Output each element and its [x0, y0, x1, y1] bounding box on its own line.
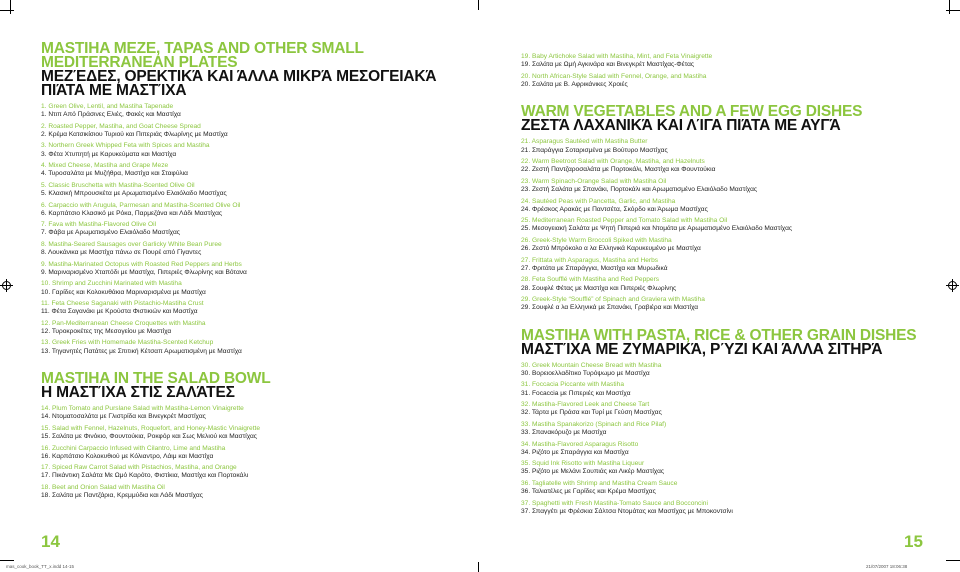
- recipe-title-en: 11. Feta Cheese Saganaki with Pistachio-Mastiha Crust: [41, 300, 204, 308]
- recipe-title-en: 7. Fava with Mastiha-Flavored Olive Oil: [41, 221, 157, 229]
- section-title-en: WARM VEGETABLES AND A FEW EGG DISHES: [521, 103, 863, 121]
- recipe-item: [521, 138, 931, 154]
- recipe-title-gr: 32. Τάρτα με Πράσα και Τυρί με Γεύση Μαστίχας: [521, 409, 662, 417]
- recipe-title-gr: 28. Σουφλέ Φέτας με Μαστίχα και Πιπεριές Φλωρίνης: [521, 284, 677, 292]
- recipe-item: [41, 162, 456, 178]
- recipe-item: [521, 158, 931, 174]
- section-title-en: MASTIHA WITH PASTA, RICE & OTHER GRAIN DISHES: [521, 326, 917, 344]
- recipe-title-gr: 4. Τυροσαλάτα με Μυζήθρα, Μαστίχα και Σταφύλια: [41, 170, 188, 178]
- recipe-title-gr: 10. Γαρίδες και Κολοκυθάκια Μαριναρισμένα με Μαστίχα: [41, 288, 206, 296]
- recipe-item: [41, 405, 456, 421]
- recipe-item: [521, 441, 931, 457]
- page-number-right: 15: [904, 532, 923, 551]
- recipe-item: [41, 280, 456, 296]
- recipe-title-gr: 26. Ζεστό Μπρόκολο α λα Ελληνικά Καρυκευμένο με Μαστίχα: [521, 245, 701, 253]
- recipe-title-gr: 23. Ζεστή Σαλάτα με Σπανάκι, Πορτοκάλι και Αρωματισμένο Ελαιόλαδο Μαστίχας: [521, 186, 758, 194]
- recipe-title-en: 31. Foccacia Piccante with Mastiha: [521, 381, 624, 389]
- crop-mark: [478, 562, 479, 572]
- recipe-title-gr: 1. Ντιπ Από Πράσινες Ελιές, Φακές και Μαστίχα: [41, 111, 181, 119]
- recipe-title-gr: 16. Καρπάτσιο Κολοκυθιού με Κόλιαντρο, Λάιμ και Μαστίχα: [41, 452, 214, 460]
- recipe-title-gr: 11. Φέτα Σαγανάκι με Κρούστα Φιστικιών και Μαστίχα: [41, 308, 198, 316]
- recipe-item: [521, 217, 931, 233]
- recipe-item: [521, 421, 931, 437]
- recipe-title-en: 21. Asparagus Sautéed with Mastiha Butter: [521, 138, 648, 146]
- recipe-item: [41, 182, 456, 198]
- section-title-gr: ΜΑΣΤΊΧΑ ΜΕ ΖΥΜΑΡΙΚΆ, ΡΎΖΙ ΚΑΙ ΆΛΛΑ ΣΙΤΗΡΆ: [521, 340, 883, 358]
- recipe-title-gr: 5. Κλασική Μπρουσκέτα με Αρωματισμένο Ελαιόλαδο Μαστίχας: [41, 190, 227, 198]
- recipe-title-gr: 22. Ζεστή Παντζαροσαλάτα με Πορτοκάλι, Μαστίχα και Φουντούκια: [521, 166, 716, 174]
- print-footer-right: 21/07/2007 18:06:38: [866, 564, 908, 569]
- recipe-title-gr: 8. Λουκάνικα με Μαστίχα πάνω σε Πουρέ από Γίγαντες: [41, 249, 202, 257]
- crop-mark: [478, 0, 479, 10]
- recipe-title-gr: 12. Τυροκροκέτες της Μεσογείου με Μαστίχα: [41, 327, 172, 335]
- recipe-title-gr: 6. Καρπάτσιο Κλασικό με Ρόκα, Παρμεζάνα και Λάδι Μαστίχας: [41, 209, 223, 217]
- recipe-item: [41, 339, 456, 355]
- section-title-en: MASTIHA IN THE SALAD BOWL: [41, 370, 271, 388]
- recipe-item: [41, 202, 456, 218]
- recipe-title-en: 8. Mastiha-Seared Sausages over Garlicky White Bean Puree: [41, 240, 222, 248]
- recipe-title-en: 35. Squid Ink Risotto with Mastiha Liqueur: [521, 460, 645, 468]
- recipe-item: [521, 73, 931, 89]
- recipe-title-en: 19. Baby Artichoke Salad with Mastiha, Mint, and Feta Vinaigrette: [521, 53, 713, 60]
- recipe-item: [521, 237, 931, 253]
- recipe-title-gr: 34. Ριζότο με Σπαράγγια και Μαστίχα: [521, 448, 629, 456]
- recipe-item: [521, 296, 931, 312]
- recipe-title-gr: 3. Φέτα Χτυπητή με Καρυκεύματα και Μαστίχα: [41, 150, 177, 158]
- recipe-title-en: 14. Plum Tomato and Purslane Salad with Mastiha-Lemon Vinaigrette: [41, 405, 244, 413]
- recipe-title-en: 17. Spiced Raw Carrot Salad with Pistachios, Mastiha, and Orange: [41, 464, 237, 472]
- recipe-item: [41, 445, 456, 461]
- section-title-gr: ΜΕΖΈΔΕΣ, ΟΡΕΚΤΙΚΆ ΚΑΙ ΆΛΛΑ ΜΙΚΡΆ ΜΕΣΟΓΕΙΑΚΆ ΠΙΆΤΑ ΜΕ ΜΑΣΤΊΧΑ: [41, 68, 437, 99]
- recipe-title-en: 1. Green Olive, Lentil, and Mastiha Tapenade: [41, 103, 174, 110]
- recipe-title-en: 34. Mastiha-Flavored Asparagus Risotto: [521, 440, 639, 448]
- recipe-item: [41, 484, 456, 500]
- recipe-title-gr: 15. Σαλάτα με Φινόκιο, Φουντούκια, Ροκφόρ και Σως Μελιού και Μαστίχας: [41, 433, 257, 441]
- recipe-title-en: 27. Frittata with Asparagus, Mastiha and Herbs: [521, 256, 659, 264]
- recipe-title-en: 28. Feta Soufflé with Mastiha and Red Peppers: [521, 276, 660, 284]
- crop-mark: [946, 560, 960, 561]
- recipe-title-en: 2. Roasted Pepper, Mastiha, and Goat Cheese Spread: [41, 122, 201, 130]
- recipe-title-gr: 27. Φριτάτα με Σπαράγγια, Μαστίχα και Μυρωδικά: [521, 264, 668, 272]
- recipe-title-en: 20. North African-Style Salad with Fennel, Orange, and Mastiha: [521, 72, 707, 80]
- recipe-item: [521, 257, 931, 273]
- recipe-item: [41, 464, 456, 480]
- crop-mark: [0, 10, 14, 11]
- section-title-gr: Η ΜΑΣΤΊΧΑ ΣΤΙΣ ΣΑΛΆΤΕΣ: [41, 384, 235, 402]
- recipe-title-en: 29. Greek-Style “Soufflé” of Spinach and Graviera with Mastiha: [521, 296, 705, 304]
- recipe-title-gr: 9. Μαριναρισμένο Χταπόδι με Μαστίχα, Πιπεριές Φλωρίνης και Βότανα: [41, 268, 247, 276]
- registration-mark-icon: [2, 281, 11, 290]
- recipe-title-en: 25. Mediterranean Roasted Pepper and Tomato Salad with Mastiha Oil: [521, 217, 728, 225]
- recipe-item: [41, 300, 456, 316]
- recipe-item: [41, 142, 456, 158]
- recipe-title-en: 5. Classic Bruschetta with Mastiha-Scented Olive Oil: [41, 181, 195, 189]
- recipe-title-gr: 18. Σαλάτα με Παντζάρια, Κρεμμύδια και Λάδι Μαστίχας: [41, 492, 203, 500]
- recipe-title-en: 12. Pan-Mediterranean Cheese Croquettes with Mastiha: [41, 319, 206, 327]
- recipe-title-gr: 33. Σπανακόρυζο με Μαστίχα: [521, 429, 607, 437]
- recipe-title-gr: 29. Σουφλέ α λα Ελληνικά με Σπανάκι, Γραβιέρα και Μαστίχα: [521, 304, 699, 312]
- recipe-title-en: 23. Warm Spinach-Orange Salad with Mastiha Oil: [521, 177, 667, 185]
- section-title-en: MASTIHA MEZE, TAPAS AND OTHER SMALL MEDITERRANEAN PLATES: [41, 40, 364, 71]
- recipe-item: [521, 500, 931, 516]
- recipe-title-gr: 21. Σπαράγγια Σοταρισμένα με Βούτυρο Μαστίχας: [521, 146, 668, 154]
- crop-mark: [0, 560, 14, 561]
- recipe-title-gr: 24. Φρέσκος Αρακάς με Παντσέτα, Σκόρδο και Άρωμα Μαστίχας: [521, 205, 708, 213]
- recipe-title-en: 16. Zucchini Carpaccio Infused with Cilantro, Lime and Mastiha: [41, 444, 226, 452]
- recipe-item: [41, 425, 456, 441]
- left-column: [41, 42, 456, 504]
- recipe-title-en: 24. Sautéed Peas with Pancetta, Garlic, and Mastiha: [521, 197, 676, 205]
- crop-mark: [10, 0, 11, 14]
- recipe-item: [41, 241, 456, 257]
- recipe-item: [521, 198, 931, 214]
- recipe-title-en: 37. Spaghetti with Fresh Mastiha-Tomato Sauce and Bocconcini: [521, 499, 708, 507]
- recipe-title-gr: 37. Σπαγγέτι με Φρέσκια Σάλτσα Ντομάτας και Μαστίχας με Μποκοντσίνι: [521, 507, 733, 515]
- recipe-item: [41, 123, 456, 139]
- recipe-title-gr: 25. Μεσογειακή Σαλάτα με Ψητή Πιπεριά και Ντομάτα με Αρωματισμένο Ελαιόλαδο Μαστίχας: [521, 225, 793, 233]
- recipe-item: [521, 178, 931, 194]
- recipe-title-gr: 35. Ριζότο με Μελάνι Σουπιάς και Λικέρ Μαστίχας: [521, 468, 665, 476]
- recipe-title-gr: 30. Βορειοελλαδίτικο Τυρόψωμο με Μαστίχα: [521, 369, 650, 377]
- recipe-title-en: 22. Warm Beetroot Salad with Orange, Mastiha, and Hazelnuts: [521, 158, 705, 166]
- recipe-item: [521, 53, 931, 69]
- recipe-item: [41, 261, 456, 277]
- recipe-item: [521, 401, 931, 417]
- recipe-item: [41, 221, 456, 237]
- recipe-item: [521, 276, 931, 292]
- print-footer-left: mas_cook_book_TT_x.indd 14-15: [6, 564, 75, 569]
- recipe-item: [521, 460, 931, 476]
- recipe-title-gr: 17. Πικάντικη Σαλάτα Με Ωμό Καρότο, Φιστίκια, Μαστίχα και Πορτοκάλι: [41, 472, 249, 480]
- recipe-item: [41, 320, 456, 336]
- recipe-item: [521, 480, 931, 496]
- recipe-title-gr: 2. Κρέμα Κατσικίσιου Τυριού και Πιπεριάς Φλωρίνης με Μαστίχα: [41, 130, 228, 138]
- recipe-title-en: 4. Mixed Cheese, Mastiha and Grape Meze: [41, 162, 169, 170]
- recipe-title-en: 6. Carpaccio with Arugula, Parmesan and Mastiha-Scented Olive Oil: [41, 201, 241, 209]
- recipe-item: [521, 362, 931, 378]
- right-page: [480, 0, 960, 572]
- recipe-title-en: 15. Salad with Fennel, Hazelnuts, Roquefort, and Honey-Mastic Vinaigrette: [41, 424, 261, 432]
- recipe-title-gr: 13. Τηγανητές Πατάτες με Σπιτική Κέτσαπ Αρωματισμένη με Μαστίχα: [41, 347, 242, 355]
- recipe-item: [41, 103, 456, 119]
- recipe-title-en: 36. Tagliatelle with Shrimp and Mastiha Cream Sauce: [521, 479, 678, 487]
- recipe-title-en: 13. Greek Fries with Homemade Mastiha-Scented Ketchup: [41, 339, 214, 347]
- crop-mark: [949, 0, 950, 14]
- recipe-title-en: 10. Shrimp and Zucchini Marinated with Mastiha: [41, 280, 182, 288]
- recipe-title-en: 32. Mastiha-Flavored Leek and Cheese Tart: [521, 401, 650, 409]
- page-number-left: 14: [41, 532, 60, 551]
- recipe-title-gr: 19. Σαλάτα με Ωμή Αγκινάρα και Βινεγκρέτ Μαστίχας-Φέτας: [521, 61, 695, 69]
- recipe-title-en: 18. Beet and Onion Salad with Mastiha Oil: [41, 483, 165, 491]
- section-title-gr: ΖΕΣΤΆ ΛΑΧΑΝΙΚΆ ΚΑΙ ΛΊΓΑ ΠΙΆΤΑ ΜΕ ΑΥΓΆ: [521, 117, 841, 135]
- recipe-item: [521, 381, 931, 397]
- recipe-title-en: 9. Mastiha-Marinated Octopus with Roasted Red Peppers and Herbs: [41, 260, 242, 268]
- recipe-title-en: 30. Greek Mountain Cheese Bread with Mastiha: [521, 361, 662, 369]
- recipe-title-gr: 14. Ντοματοσαλάτα με Γλιστρίδα και Βινεγκρέτ Μαστίχας: [41, 413, 206, 421]
- recipe-title-en: 33. Mastiha Spanakorizo (Spinach and Rice Pilaf): [521, 420, 667, 428]
- recipe-title-gr: 36. Ταλιατέλες με Γαρίδες και Κρέμα Μαστίχας: [521, 488, 656, 496]
- recipe-title-gr: 7. Φάβα με Αρωματισμένο Ελαιόλαδο Μαστίχας: [41, 229, 180, 237]
- recipe-title-en: 3. Northern Greek Whipped Feta with Spices and Mastiha: [41, 142, 210, 150]
- recipe-title-gr: 31. Focaccia με Πιπεριές και Μαστίχα: [521, 389, 631, 397]
- recipe-title-en: 26. Greek-Style Warm Broccoli Spiked with Mastiha: [521, 236, 672, 244]
- recipe-title-gr: 20. Σαλάτα με Β. Αφρικάνικες Χροιές: [521, 80, 628, 88]
- registration-mark-icon: [948, 281, 957, 290]
- right-column: [521, 53, 931, 519]
